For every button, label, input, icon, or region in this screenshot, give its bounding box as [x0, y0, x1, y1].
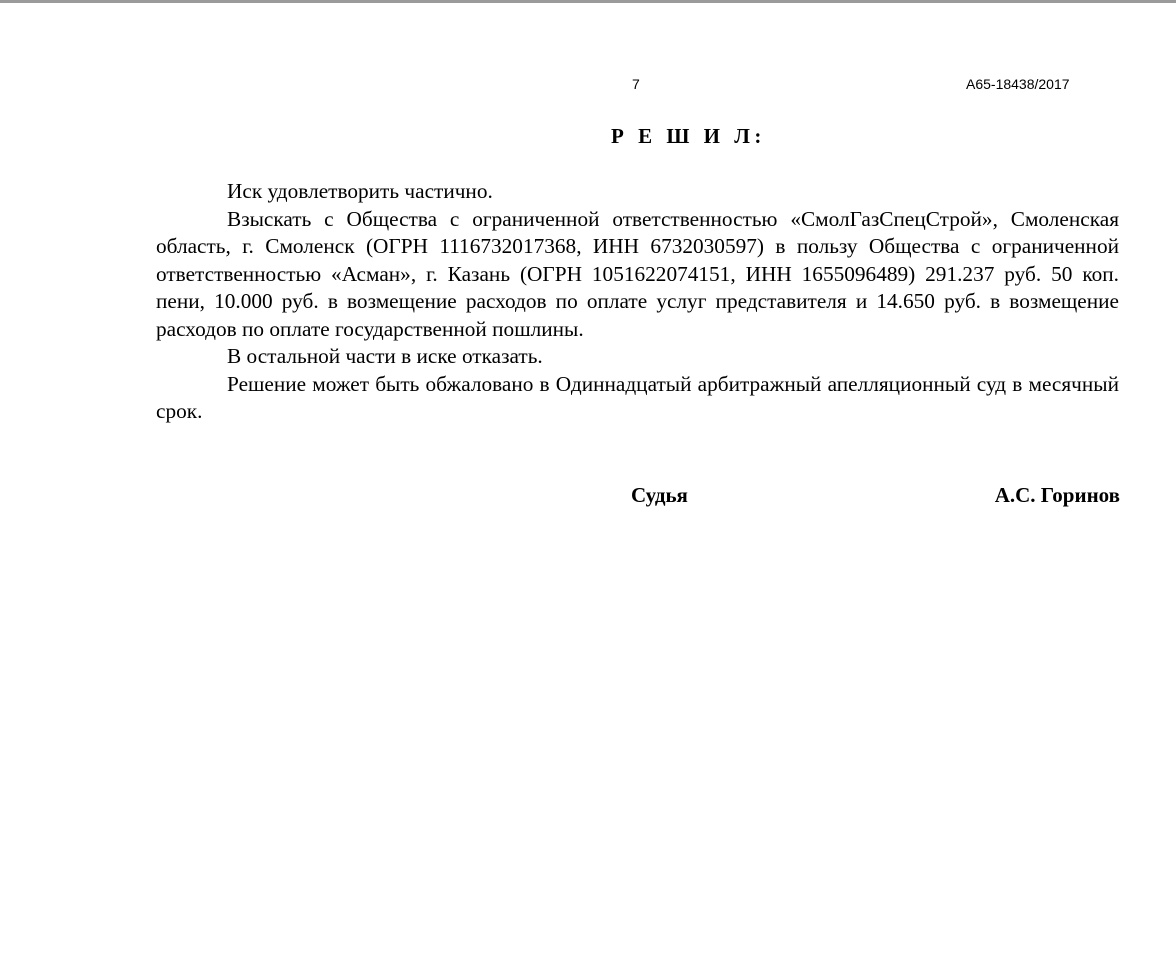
decision-paragraph-recovery: Взыскать с Общества с ограниченной ответственностью «СмолГазСпецСтрой», Смоленская область, г. Смоленск (ОГРН 1116732017368, ИНН 6732030597) в пользу Общества с ограниченной ответственностью «Асман», г. Казань (ОГРН 1051622074151, ИНН 1655096489) 291.237 руб. 50 коп. пени, 10.000 руб. в возмещение расходов по оплате услуг представителя и 14.650 руб. в возмещение расходов по оплате государственной пошлины.	[156, 206, 1119, 341]
case-number: А65-18438/2017	[966, 76, 1070, 92]
decision-paragraph-rejection: В остальной части в иске отказать.	[227, 344, 543, 368]
page-top-border	[0, 0, 1176, 3]
decision-body	[156, 178, 1119, 426]
signature-name: А.С. Горинов	[994, 483, 1120, 507]
decision-heading: Р Е Ш И Л:	[611, 124, 766, 148]
page-number: 7	[632, 76, 640, 92]
decision-paragraph-appeal: Решение может быть обжаловано в Одиннадцатый арбитражный апелляционный суд в месячный срок.	[156, 371, 1119, 423]
decision-paragraph-partial-grant: Иск удовлетворить частично.	[227, 179, 493, 203]
signature-role: Судья	[631, 483, 688, 507]
